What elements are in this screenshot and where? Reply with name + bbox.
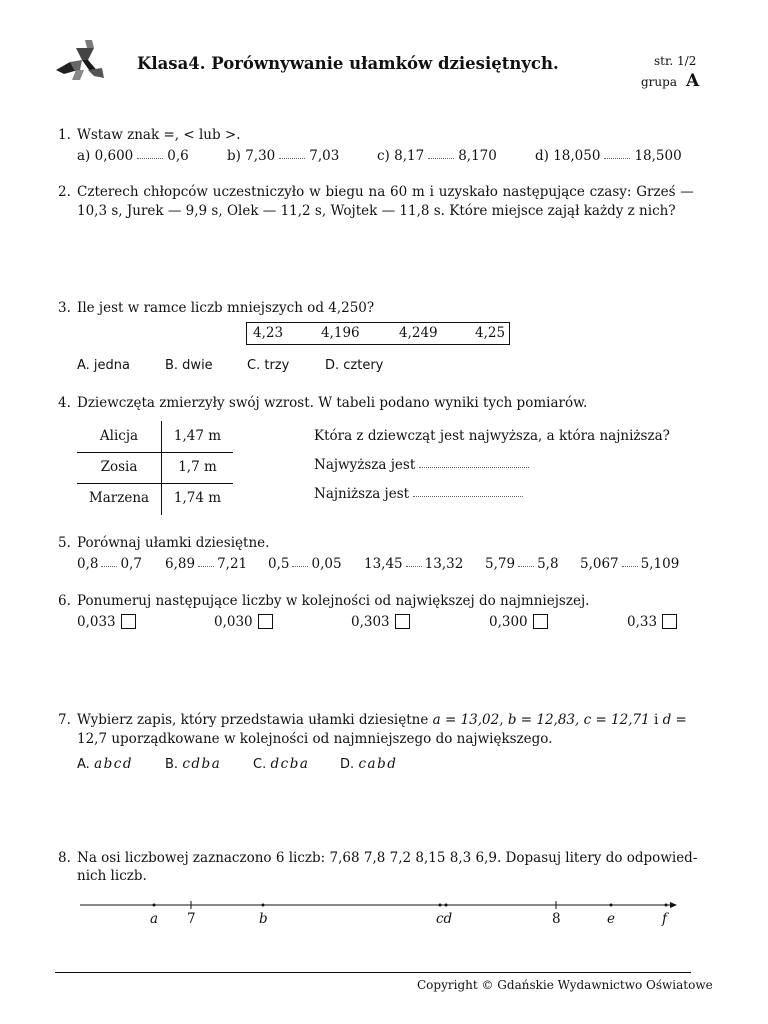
task5-pair	[485, 556, 559, 572]
table-cell-name: Zosia	[100, 459, 138, 475]
value: dcba	[270, 756, 310, 772]
label: Najniższa jest	[314, 486, 410, 502]
blank[interactable]	[406, 566, 422, 567]
table-cell-height: 1,7 m	[178, 459, 217, 475]
equation: b = 12,83,	[507, 712, 580, 728]
table-row-divider	[77, 452, 233, 453]
blank[interactable]	[101, 566, 117, 567]
number-line	[76, 896, 680, 912]
point-f	[665, 904, 668, 907]
value: 0,300	[489, 614, 528, 630]
task7-number: 7.	[58, 712, 71, 728]
task3-option-d[interactable]: D. cztery	[325, 358, 384, 373]
value: 0,6	[167, 148, 189, 164]
value: 6,89	[165, 556, 196, 572]
task4-text: Dziewczęta zmierzyły swój wzrost. W tabeli podano wyniki tych pomiarów.	[77, 395, 588, 411]
height-table	[77, 421, 233, 515]
table-cell-height: 1,47 m	[173, 428, 222, 444]
task6-item	[214, 614, 273, 630]
table-cell-height: 1,74 m	[173, 490, 222, 506]
value: 13,32	[424, 556, 464, 572]
value: 0,8	[77, 556, 99, 572]
blank[interactable]	[292, 566, 308, 567]
value: abcd	[94, 756, 133, 772]
value: 5,109	[640, 556, 680, 572]
blank[interactable]	[137, 158, 163, 159]
value: 5,8	[537, 556, 559, 572]
equation: c = 12,71	[583, 712, 650, 728]
task1-number: 1.	[58, 127, 71, 143]
task5-number: 5.	[58, 535, 71, 551]
letter: D.	[340, 757, 355, 772]
answer-box[interactable]	[395, 614, 410, 629]
answer-box[interactable]	[121, 614, 136, 629]
blank[interactable]	[518, 566, 534, 567]
task7-option-b[interactable]	[165, 756, 221, 772]
axis-label-a: a	[150, 911, 159, 927]
text: Wybierz zapis, który przedstawia ułamki dziesiętne	[77, 712, 429, 728]
letter: A.	[77, 757, 90, 772]
task3-text: Ile jest w ramce liczb mniejszych od 4,250?	[77, 300, 375, 316]
value: 5,067	[580, 556, 619, 572]
value: 8,170	[458, 148, 497, 164]
blank[interactable]	[428, 158, 454, 159]
text: i	[654, 712, 659, 728]
task4-shortest	[314, 486, 523, 502]
task5-pair	[165, 556, 247, 572]
footer-copyright: Copyright © Gdańskie Wydawnictwo Oświatowe	[417, 978, 713, 992]
page-number: str. 1/2	[654, 54, 697, 68]
task3-option-b[interactable]: B. dwie	[165, 358, 213, 373]
task4-tallest	[314, 457, 529, 473]
axis-label-7: 7	[187, 911, 196, 927]
axis-label-f: f	[662, 911, 667, 927]
task2-line1: Czterech chłopców uczestniczyło w biegu na 60 m i uzyskało następujące czasy: Grześ —	[77, 184, 694, 200]
value: cdba	[182, 756, 222, 772]
task7-option-c[interactable]	[253, 756, 309, 772]
value: 0,5	[268, 556, 290, 572]
task6-item	[77, 614, 136, 630]
letter: B.	[165, 757, 179, 772]
task7-line1	[77, 712, 687, 728]
task5-pair	[77, 556, 142, 572]
equation: a = 13,02,	[432, 712, 504, 728]
axis-label-cd: cd	[436, 911, 453, 927]
task4-question: Która z dziewcząt jest najwyższa, a która najniższa?	[314, 428, 670, 444]
task7-option-a[interactable]	[77, 756, 133, 772]
blank[interactable]	[604, 158, 630, 159]
task8-line2: nich liczb.	[77, 868, 147, 884]
point-b	[262, 904, 265, 907]
page-title: Klasa4. Porównywanie ułamków dziesiętnych.	[137, 54, 559, 73]
frame-value: 4,196	[321, 325, 360, 341]
letter: C.	[253, 757, 267, 772]
value: 13,45	[364, 556, 403, 572]
blank[interactable]	[198, 566, 214, 567]
task1-item-a	[77, 148, 189, 164]
publisher-logo-icon	[56, 40, 106, 82]
task5-pair	[580, 556, 679, 572]
task4-number: 4.	[58, 395, 71, 411]
table-row-divider	[77, 483, 233, 484]
value: 0,33	[627, 614, 658, 630]
value: 0,030	[214, 614, 253, 630]
axis-label-8: 8	[552, 911, 561, 927]
task8-number: 8.	[58, 850, 71, 866]
task5-pair	[268, 556, 342, 572]
task3-option-a[interactable]: A. jedna	[77, 358, 130, 373]
equation: d =	[662, 712, 687, 728]
value: 0,033	[77, 614, 116, 630]
task8-line1: Na osi liczbowej zaznaczono 6 liczb: 7,68 7,8 7,2 8,15 8,3 6,9. Dopasuj litery do odpowied-	[77, 850, 698, 866]
task1-text: Wstaw znak =, < lub >.	[77, 127, 241, 143]
value: 0,303	[351, 614, 390, 630]
value: 7,03	[309, 148, 340, 164]
task7-line2: 12,7 uporządkowane w kolejności od najmniejszego do największego.	[77, 731, 553, 747]
frame-value: 4,25	[475, 325, 506, 341]
answer-box[interactable]	[533, 614, 548, 629]
value: 0,05	[311, 556, 342, 572]
task2-line2: 10,3 s, Jurek — 9,9 s, Olek — 11,2 s, Wojtek — 11,8 s. Które miejsce zajął każdy z nich?	[77, 203, 676, 219]
task1-item-b	[227, 148, 339, 164]
point-c	[439, 904, 442, 907]
task5-text: Porównaj ułamki dziesiętne.	[77, 535, 270, 551]
label: b) 7,30	[227, 148, 276, 164]
task1-item-d	[535, 148, 682, 164]
axis-label-e: e	[607, 911, 615, 927]
label: d) 18,050	[535, 148, 601, 164]
table-cell-name: Marzena	[88, 490, 150, 506]
label: Najwyższa jest	[314, 457, 416, 473]
frame-value: 4,249	[399, 325, 438, 341]
axis-label-b: b	[259, 911, 268, 927]
group-letter: A	[686, 71, 700, 91]
point-d	[445, 904, 448, 907]
group-label: grupa	[641, 75, 677, 89]
footer-rule	[55, 972, 691, 973]
blank[interactable]	[622, 566, 638, 567]
answer-blank[interactable]	[413, 496, 523, 497]
answer-box[interactable]	[662, 614, 677, 629]
value: 0,7	[120, 556, 142, 572]
task1-item-c	[377, 148, 497, 164]
task6-text: Ponumeruj następujące liczby w kolejności od największej do najmniejszej.	[77, 593, 590, 609]
value: 18,500	[634, 148, 682, 164]
task7-option-d[interactable]	[340, 756, 397, 772]
point-e	[610, 904, 613, 907]
frame-value: 4,23	[253, 325, 284, 341]
point-a	[153, 904, 156, 907]
number-line-arrow-icon	[670, 902, 677, 908]
value: cabd	[358, 756, 398, 772]
task6-item	[627, 614, 677, 630]
label: c) 8,17	[377, 148, 425, 164]
task3-option-c[interactable]: C. trzy	[247, 358, 290, 373]
blank[interactable]	[279, 158, 305, 159]
value: 5,79	[485, 556, 516, 572]
table-cell-name: Alicja	[99, 428, 139, 444]
task6-number: 6.	[58, 593, 71, 609]
task3-number-frame	[246, 322, 510, 345]
value: 7,21	[217, 556, 248, 572]
label: a) 0,600	[77, 148, 134, 164]
task6-item	[351, 614, 410, 630]
task3-number: 3.	[58, 300, 71, 316]
task5-pair	[364, 556, 463, 572]
answer-blank[interactable]	[419, 467, 529, 468]
task2-number: 2.	[58, 184, 71, 200]
answer-box[interactable]	[258, 614, 273, 629]
task6-item	[489, 614, 548, 630]
